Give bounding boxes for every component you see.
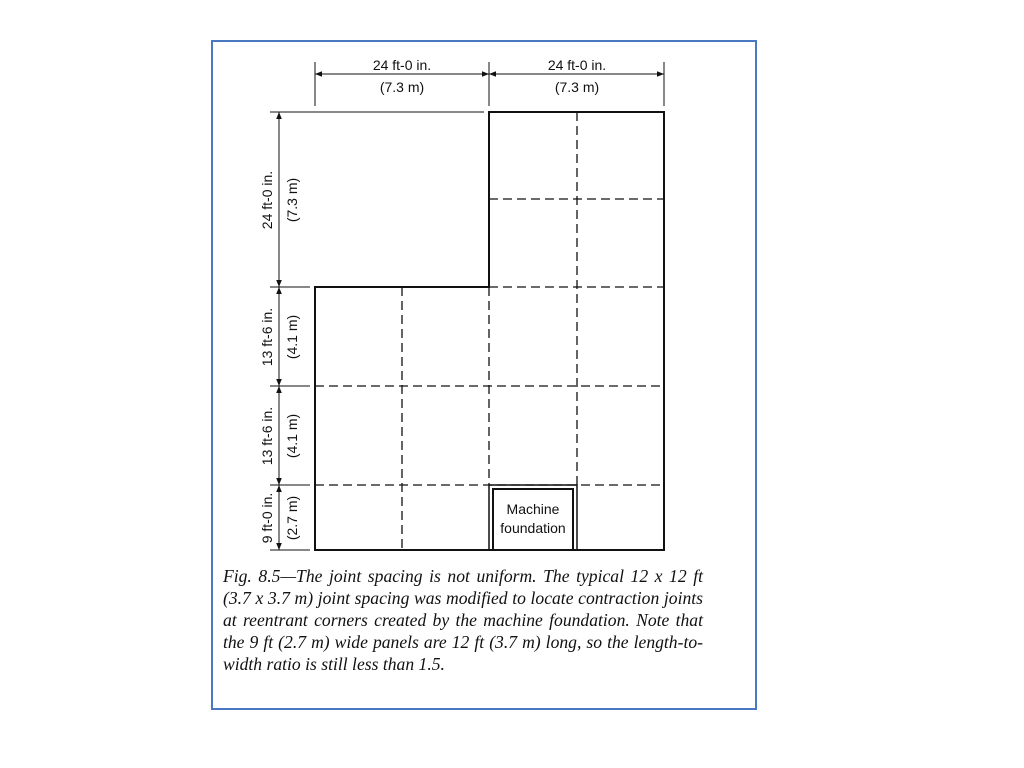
dim-left-1-imperial: 24 ft-0 in. [259, 170, 275, 230]
left-dimension-lines [270, 112, 484, 550]
dim-left-2-metric: (4.1 m) [284, 314, 300, 360]
dim-top-left-imperial: 24 ft-0 in. [372, 57, 432, 73]
dim-top-left-metric: (7.3 m) [379, 79, 425, 95]
dim-left-3-imperial: 13 ft-6 in. [259, 406, 275, 466]
dim-left-4-metric: (2.7 m) [284, 495, 300, 541]
top-dimension-lines [315, 62, 664, 106]
dim-left-4-imperial: 9 ft-0 in. [259, 492, 275, 544]
dim-left-2-imperial: 13 ft-6 in. [259, 307, 275, 367]
dim-top-right-imperial: 24 ft-0 in. [547, 57, 607, 73]
dim-left-1-metric: (7.3 m) [284, 177, 300, 223]
dim-left-3-metric: (4.1 m) [284, 413, 300, 459]
machine-foundation-outer [489, 485, 577, 550]
machine-foundation-label-1: Machine [506, 501, 560, 517]
figure-caption: Fig. 8.5—The joint spacing is not uniform. The typical 12 x 12 ft (3.7 x 3.7 m) joint spacing was modified to locate contraction joints at reentrant corners created by the machine foundation. Note that the 9 ft (2.7 m) wide panels are 12 ft (3.7 m) long, so the length-to-width ratio is still less than 1.5. [223, 566, 703, 674]
dim-top-right-metric: (7.3 m) [554, 79, 600, 95]
machine-foundation-label-2: foundation [500, 520, 566, 536]
